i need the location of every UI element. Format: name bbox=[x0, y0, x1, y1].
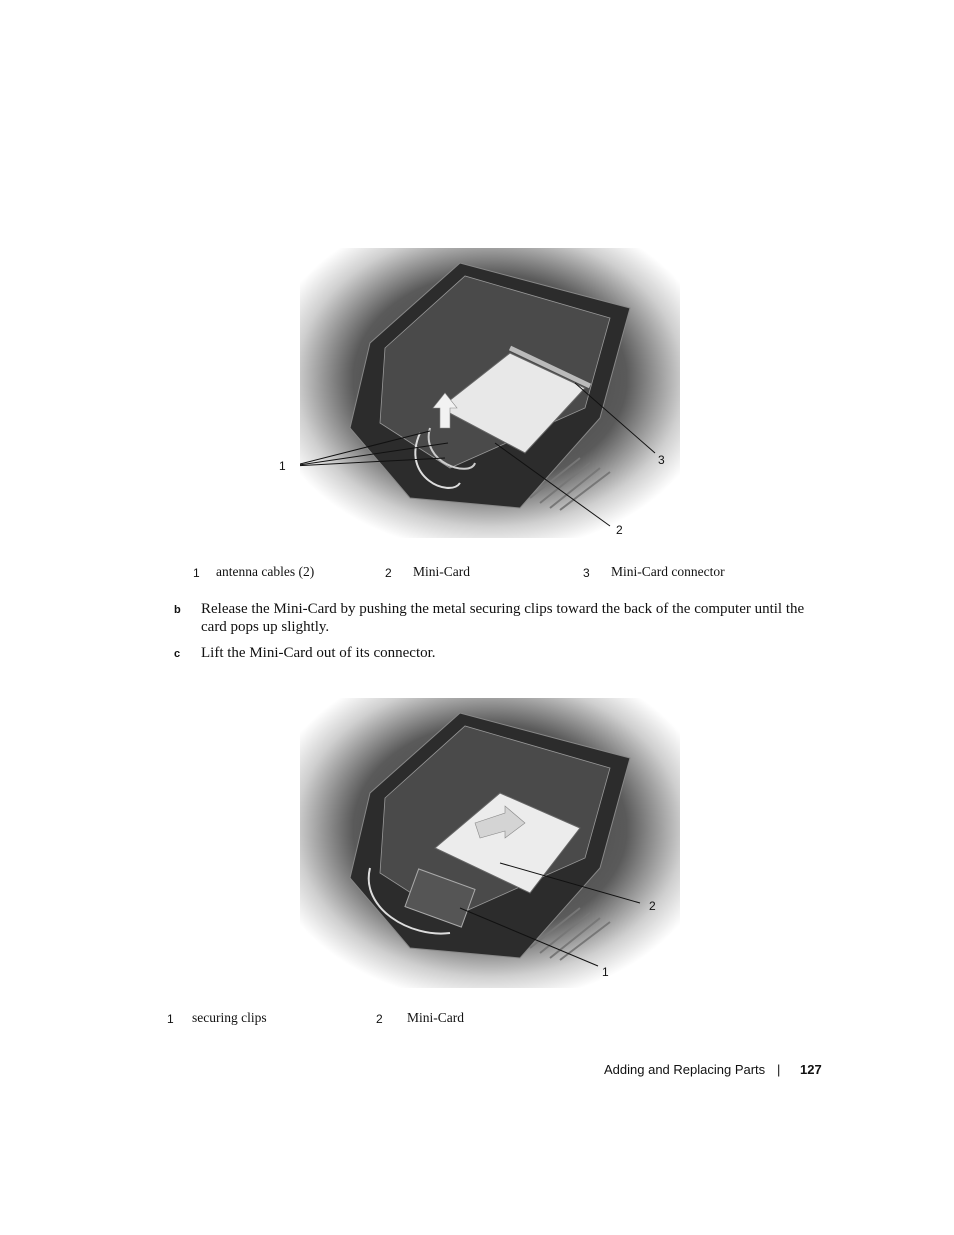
callout-2: 2 bbox=[616, 523, 623, 537]
legend-label: antenna cables (2) bbox=[216, 564, 315, 579]
figure-1-illustration bbox=[300, 248, 680, 538]
legend-number: 3 bbox=[583, 566, 590, 580]
step-c bbox=[174, 644, 819, 664]
step-text: Release the Mini-Card by pushing the metal securing clips toward the back of the computer until the card pops up slightly. bbox=[201, 601, 805, 635]
figure-1-mini-card-antenna-cables bbox=[300, 248, 680, 538]
legend-number: 2 bbox=[376, 1012, 383, 1026]
legend-label: securing clips bbox=[192, 1010, 267, 1025]
footer-separator: | bbox=[777, 1062, 781, 1077]
legend-number: 2 bbox=[385, 566, 392, 580]
callout-1: 1 bbox=[279, 459, 286, 473]
page-number: 127 bbox=[800, 1062, 822, 1077]
legend-label: Mini-Card bbox=[407, 1010, 464, 1025]
step-letter: c bbox=[174, 648, 181, 660]
legend-number: 1 bbox=[193, 566, 200, 580]
footer-section-title: Adding and Replacing Parts bbox=[604, 1062, 766, 1077]
figure-2-mini-card-removal bbox=[300, 698, 680, 988]
legend-label: Mini-Card connector bbox=[611, 564, 725, 579]
step-text: Lift the Mini-Card out of its connector. bbox=[201, 645, 436, 661]
callout-2: 2 bbox=[649, 899, 656, 913]
step-b bbox=[174, 600, 819, 640]
step-letter: b bbox=[174, 604, 181, 616]
figure-2-illustration bbox=[300, 698, 680, 988]
legend-label: Mini-Card bbox=[413, 564, 470, 579]
legend-number: 1 bbox=[167, 1012, 174, 1026]
callout-1: 1 bbox=[602, 965, 609, 979]
callout-3: 3 bbox=[658, 453, 665, 467]
